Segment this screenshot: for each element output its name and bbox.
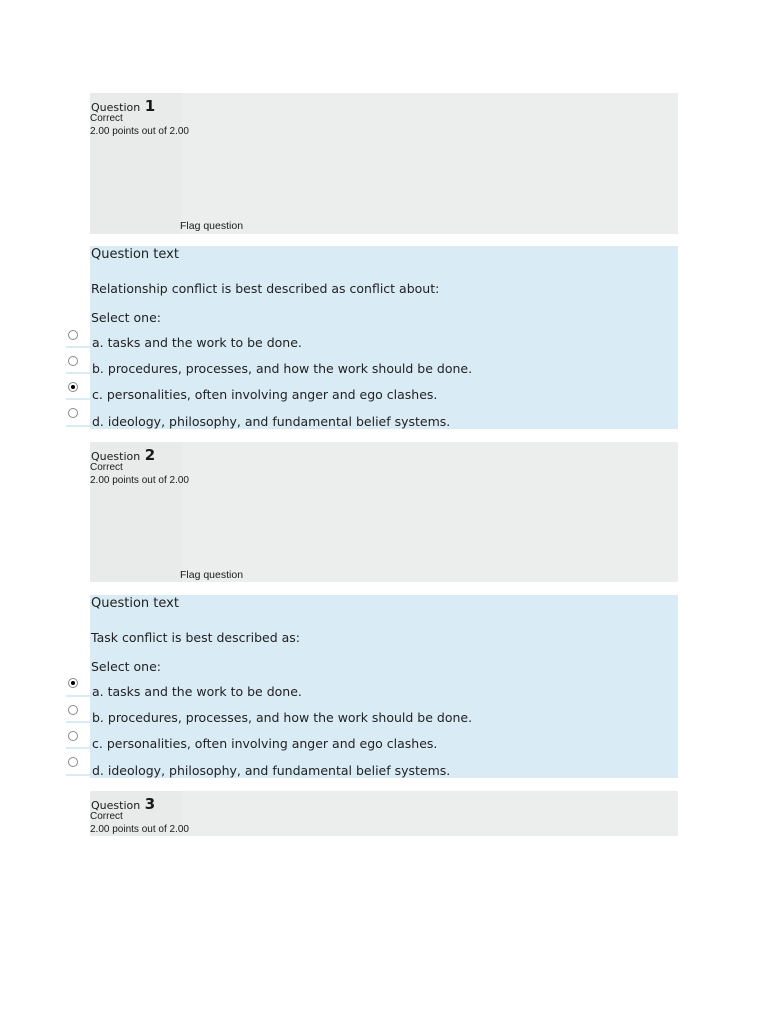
answer-option-a[interactable]: a. tasks and the work to be done. <box>92 335 302 350</box>
radio-q1-d[interactable] <box>68 408 78 418</box>
question-content-1 <box>90 246 678 429</box>
answer-option-d[interactable]: d. ideology, philosophy, and fundamental belief systems. <box>92 414 451 429</box>
question-info-3 <box>90 791 678 836</box>
radio-underline <box>66 721 90 723</box>
question-grade: 2.00 points out of 2.00 <box>90 824 189 835</box>
answer-option-c[interactable]: c. personalities, often involving anger and ego clashes. <box>92 387 438 402</box>
question-grade: 2.00 points out of 2.00 <box>90 475 189 486</box>
select-one-prompt: Select one: <box>91 659 162 674</box>
question-text: Relationship conflict is best described as conflict about: <box>91 281 440 296</box>
question-number: 1 <box>144 97 156 115</box>
question-label-text: Question <box>91 799 141 812</box>
question-text: Task conflict is best described as: <box>91 630 300 645</box>
radio-q2-d[interactable] <box>68 757 78 767</box>
question-state: Correct <box>90 462 123 473</box>
answer-option-a[interactable]: a. tasks and the work to be done. <box>92 684 302 699</box>
flag-question-link[interactable]: Flag question <box>180 220 244 232</box>
radio-q1-a[interactable] <box>68 330 78 340</box>
radio-underline <box>66 774 90 776</box>
radio-q1-b[interactable] <box>68 356 78 366</box>
question-info-1 <box>90 93 678 234</box>
radio-q2-c[interactable] <box>68 731 78 741</box>
question-info-2 <box>90 442 678 582</box>
radio-q1-c[interactable] <box>68 382 78 392</box>
radio-underline <box>66 747 90 749</box>
radio-underline <box>66 425 90 427</box>
radio-q2-a[interactable] <box>68 678 78 688</box>
radio-underline <box>66 346 90 348</box>
question-number: 3 <box>144 795 156 813</box>
radio-underline <box>66 372 90 374</box>
question-content-2 <box>90 595 678 778</box>
radio-q2-b[interactable] <box>68 705 78 715</box>
question-label-text: Question <box>91 101 141 114</box>
question-number: 2 <box>144 446 156 464</box>
question-grade: 2.00 points out of 2.00 <box>90 126 189 137</box>
question-label-text: Question <box>91 450 141 463</box>
select-one-prompt: Select one: <box>91 310 162 325</box>
question-text-heading: Question text <box>91 247 179 262</box>
question-text-heading: Question text <box>91 596 179 611</box>
radio-underline <box>66 398 90 400</box>
answer-option-b[interactable]: b. procedures, processes, and how the work should be done. <box>92 361 473 376</box>
question-state: Correct <box>90 811 123 822</box>
answer-option-b[interactable]: b. procedures, processes, and how the work should be done. <box>92 710 473 725</box>
answer-option-d[interactable]: d. ideology, philosophy, and fundamental belief systems. <box>92 763 451 778</box>
flag-question-link[interactable]: Flag question <box>180 569 244 581</box>
radio-underline <box>66 695 90 697</box>
answer-option-c[interactable]: c. personalities, often involving anger and ego clashes. <box>92 736 438 751</box>
question-state: Correct <box>90 113 123 124</box>
